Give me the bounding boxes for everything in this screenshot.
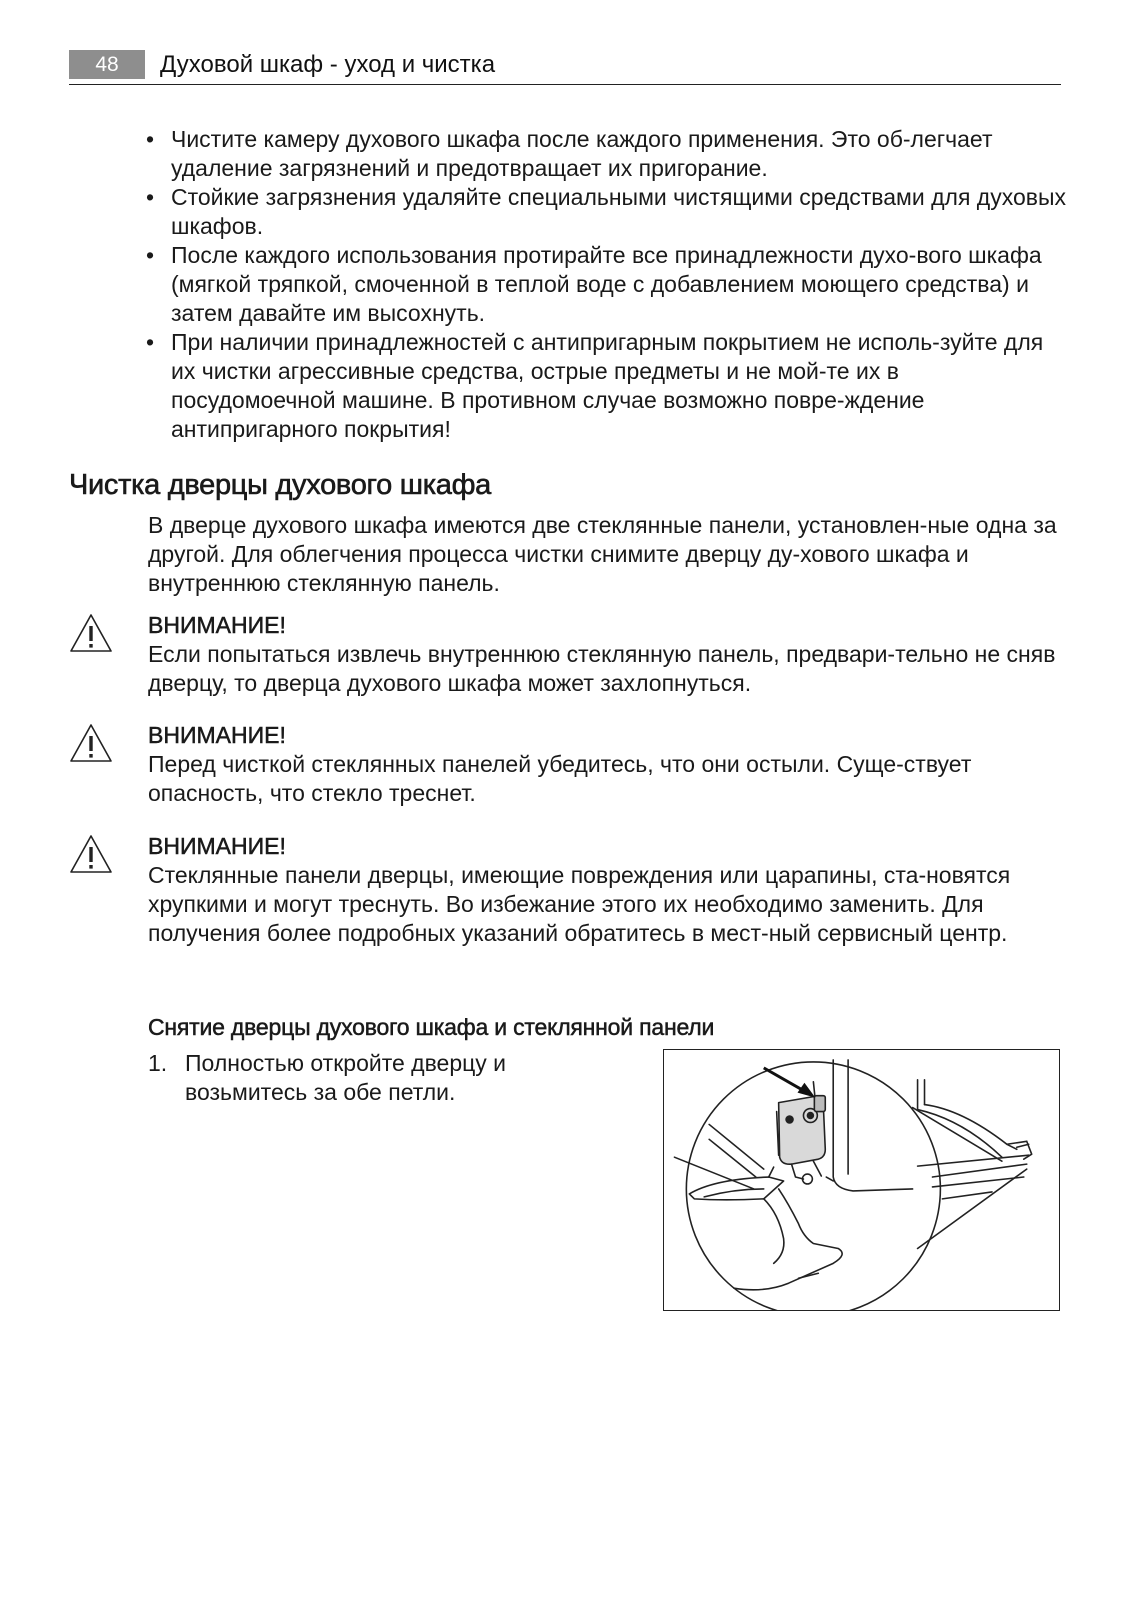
warning-triangle-icon bbox=[69, 613, 113, 653]
list-item: • После каждого использования протирайте все принадлежности духо-вого шкафа (мягкой тряпкой, смоченной в теплой воде с добавлением моющего средства) и затем давайте им высохнуть. bbox=[146, 242, 1042, 326]
warning-text: Стеклянные панели дверцы, имеющие повреждения или царапины, ста-новятся хрупкими и могут треснуть. Во избежание этого их необходимо заменить. Для получения более подробных указаний обратитесь в мест-ный сервисный центр. bbox=[148, 862, 1011, 946]
door-hinge-illustration bbox=[663, 1049, 1060, 1311]
warning-title: ВНИМАНИЕ! bbox=[148, 722, 286, 748]
cleaning-tips-list bbox=[146, 125, 1066, 444]
warning-title: ВНИМАНИЕ! bbox=[148, 612, 286, 638]
warning-text: Если попытаться извлечь внутреннюю стеклянную панель, предвари-тельно не сняв дверцу, то дверца духового шкафа может захлопнуться. bbox=[148, 641, 1056, 696]
hinge-diagram bbox=[664, 1050, 1059, 1310]
warning-triangle-icon bbox=[69, 723, 113, 763]
arrow-icon bbox=[764, 1068, 816, 1098]
warning-triangle-icon bbox=[69, 834, 113, 874]
warning-title: ВНИМАНИЕ! bbox=[148, 833, 286, 859]
page-header bbox=[69, 48, 1061, 85]
list-item: • Чистите камеру духового шкафа после каждого применения. Это об-легчает удаление загрязнений и предотвращает их пригорание. bbox=[146, 126, 993, 181]
step-number: 1. bbox=[148, 1050, 168, 1076]
step-text: Полностью откройте дверцу и возьмитесь за обе петли. bbox=[185, 1050, 507, 1105]
page-number: 48 bbox=[69, 50, 145, 79]
header-title: Духовой шкаф - уход и чистка bbox=[160, 51, 496, 78]
section-title: Чистка дверцы духового шкафа bbox=[69, 469, 491, 501]
list-item: • Стойкие загрязнения удаляйте специальными чистящими средствами для духовых шкафов. bbox=[146, 184, 1067, 239]
section-intro: В дверце духового шкафа имеются две стеклянные панели, установлен-ные одна за другой. Для облегчения процесса чистки снимите дверцу ду-хового шкафа и внутреннюю стеклянную панель. bbox=[148, 512, 1057, 596]
warning-text: Перед чисткой стеклянных панелей убедитесь, что они остыли. Суще-ствует опасность, что стекло треснет. bbox=[148, 751, 972, 806]
subsection-title: Снятие дверцы духового шкафа и стеклянной панели bbox=[148, 1014, 715, 1040]
list-item: • При наличии принадлежностей с антипригарным покрытием не исполь-зуйте для их чистки агрессивные средства, острые предметы и не мой-те их в посудомоечной машине. В противном случае возможно повре-ждение антипригарного покрытия! bbox=[146, 329, 1044, 442]
